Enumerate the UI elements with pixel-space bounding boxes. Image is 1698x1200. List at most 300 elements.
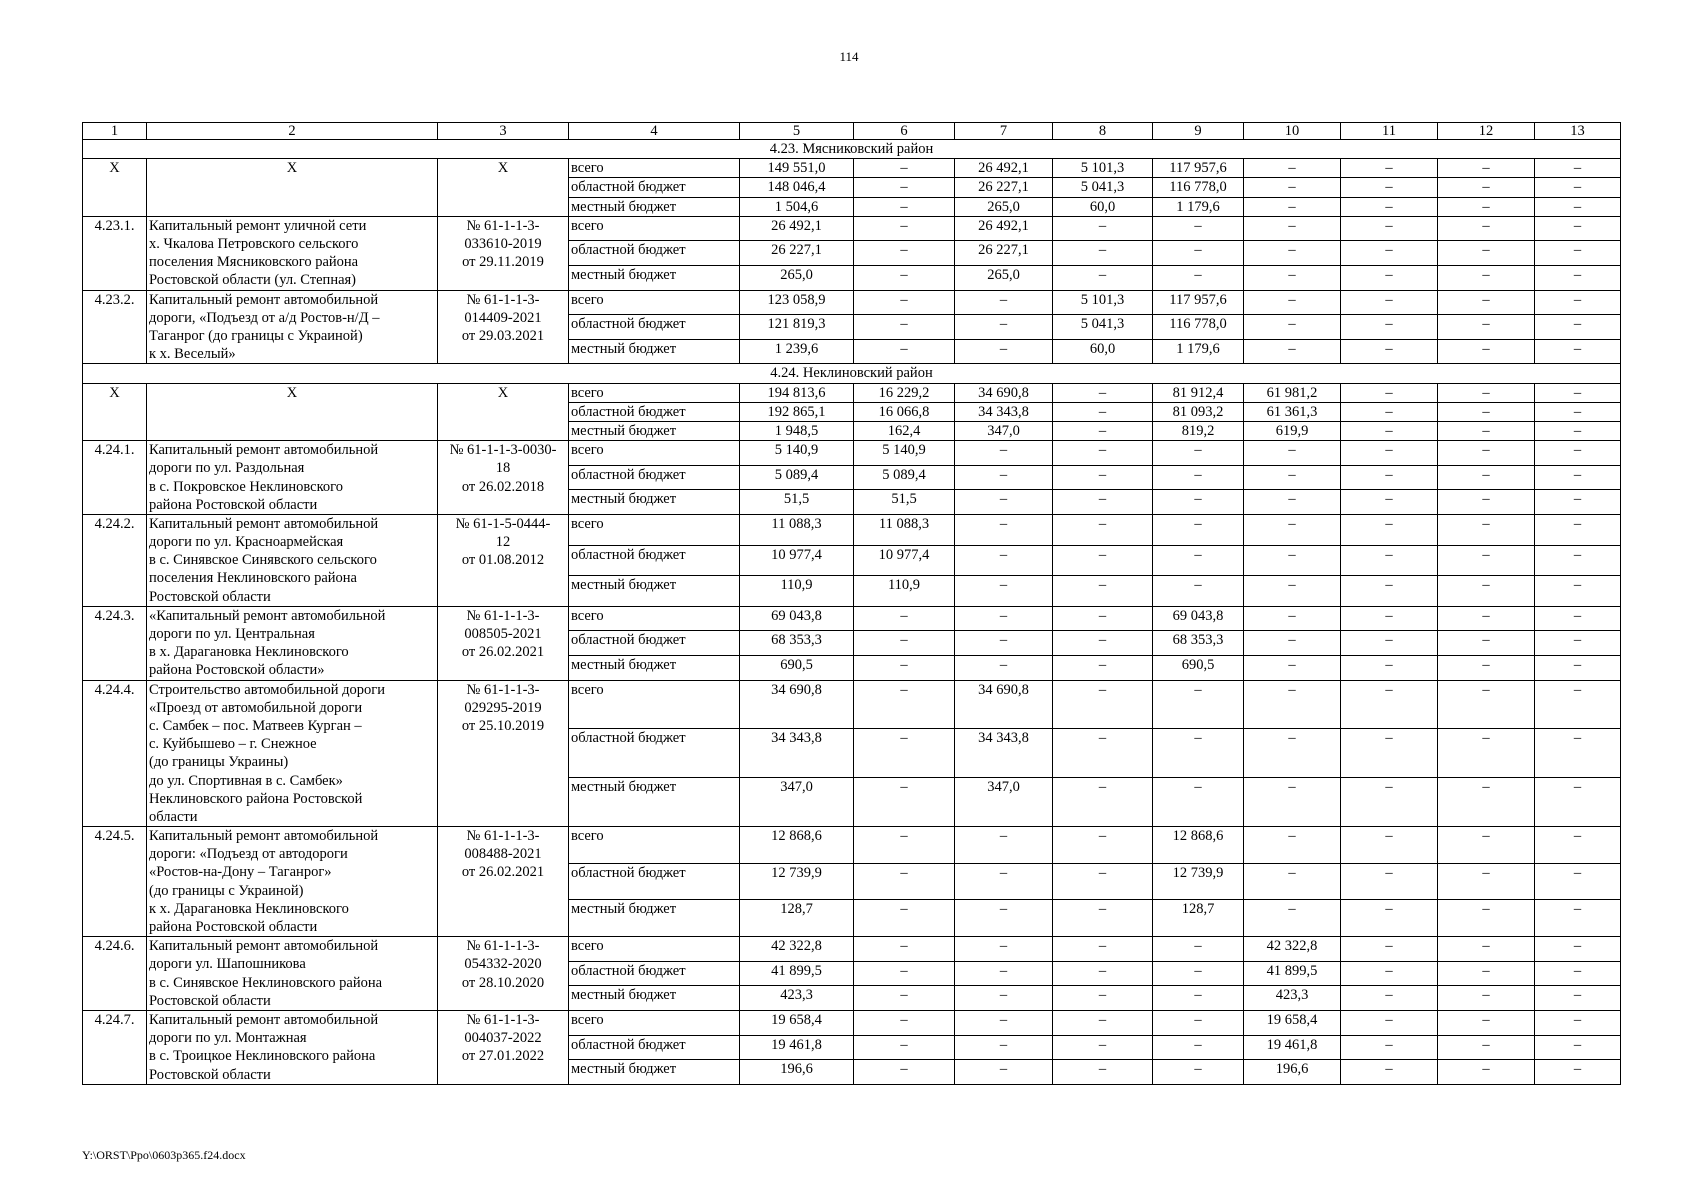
amount-cell: 123 058,9 [740, 290, 854, 315]
item-name-line: района Ростовской области [149, 496, 318, 513]
amount-cell: – [1053, 655, 1153, 680]
document-line: № 61-1-1-3- [466, 938, 540, 955]
item-name-line: области [149, 808, 198, 825]
funding-source: местный бюджет [569, 576, 740, 607]
funding-source: всего [569, 290, 740, 315]
amount-cell: – [1438, 490, 1535, 515]
amount-cell: – [1053, 900, 1153, 937]
amount-cell: – [1341, 402, 1438, 421]
funding-source: областной бюджет [569, 465, 740, 490]
amount-cell: – [1535, 1060, 1621, 1085]
amount-cell: – [854, 937, 955, 962]
document-line: от 26.02.2018 [461, 478, 545, 495]
funding-source: местный бюджет [569, 655, 740, 680]
amount-cell: – [955, 290, 1053, 315]
amount-cell: 12 868,6 [1153, 827, 1244, 864]
item-name-line: Капитальный ремонт автомобильной [149, 1011, 379, 1028]
amount-cell: – [1341, 216, 1438, 241]
funding-source: областной бюджет [569, 545, 740, 576]
amount-cell: – [1535, 339, 1621, 364]
document-line: № 61-1-1-3- [466, 681, 540, 698]
item-name-line: Капитальный ремонт автомобильной [149, 442, 379, 459]
funding-source: местный бюджет [569, 490, 740, 515]
amount-cell: – [955, 863, 1053, 900]
amount-cell: – [854, 961, 955, 986]
amount-cell: – [955, 1060, 1053, 1085]
amount-cell: – [1535, 514, 1621, 545]
table-row [83, 1010, 1621, 1035]
amount-cell: – [1053, 265, 1153, 290]
document-line: от 01.08.2012 [461, 552, 545, 569]
column-header: 5 [740, 123, 854, 140]
amount-cell: – [1535, 631, 1621, 656]
amount-cell: 34 343,8 [740, 729, 854, 778]
item-name-line: Строительство автомобильной дороги [149, 681, 385, 698]
file-path-footer: Y:\ORST\Ppo\0603p365.f24.docx [82, 1148, 246, 1162]
amount-cell: 26 227,1 [740, 241, 854, 266]
amount-cell: 819,2 [1153, 421, 1244, 440]
amount-cell: – [854, 315, 955, 340]
amount-cell: – [1244, 545, 1341, 576]
column-header: 6 [854, 123, 955, 140]
amount-cell: 196,6 [740, 1060, 854, 1085]
amount-cell: – [854, 1060, 955, 1085]
item-name-line: поселения Неклиновского района [149, 570, 357, 587]
item-name-line: Капитальный ремонт автомобильной [149, 515, 379, 532]
amount-cell: – [1053, 514, 1153, 545]
amount-cell: 1 179,6 [1153, 339, 1244, 364]
item-name-line: дороги по ул. Раздольная [149, 460, 305, 477]
item-name-line: дороги: «Подъезд от автодороги [149, 846, 348, 863]
amount-cell: 347,0 [740, 778, 854, 827]
funding-source: местный бюджет [569, 900, 740, 937]
document-line: № 61-1-1-3- [466, 1011, 540, 1028]
item-name-line: Неклиновского района Ростовской [149, 790, 363, 807]
amount-cell: – [1535, 1035, 1621, 1060]
amount-cell: 26 492,1 [955, 216, 1053, 241]
column-header: 4 [569, 123, 740, 140]
amount-cell: – [1053, 421, 1153, 440]
item-name-line: (до границы с Украиной) [149, 882, 304, 899]
amount-cell: – [1153, 961, 1244, 986]
item-name-line: дороги по ул. Монтажная [149, 1030, 307, 1047]
amount-cell: – [1341, 986, 1438, 1011]
amount-cell: – [1535, 241, 1621, 266]
amount-cell: 265,0 [955, 197, 1053, 216]
amount-cell: – [955, 441, 1053, 466]
amount-cell: – [1438, 827, 1535, 864]
amount-cell: – [1053, 465, 1153, 490]
amount-cell: – [1535, 265, 1621, 290]
amount-cell: – [1153, 1035, 1244, 1060]
amount-cell: – [1535, 1010, 1621, 1035]
item-name-line: (до границы Украины) [149, 754, 289, 771]
amount-cell: – [1535, 729, 1621, 778]
budget-table [82, 122, 1621, 1085]
amount-cell: – [955, 606, 1053, 631]
item-name-line: Капитальный ремонт автомобильной [149, 828, 379, 845]
amount-cell: – [955, 465, 1053, 490]
amount-cell: – [1244, 863, 1341, 900]
amount-cell: – [1438, 1035, 1535, 1060]
amount-cell: – [955, 961, 1053, 986]
document-line: № 61-1-1-3-0030- [449, 442, 557, 459]
item-name-line: к х. Веселый» [149, 346, 236, 363]
amount-cell: – [1438, 290, 1535, 315]
amount-cell: – [955, 655, 1053, 680]
amount-cell: – [854, 827, 955, 864]
amount-cell: 51,5 [854, 490, 955, 515]
amount-cell: – [854, 863, 955, 900]
amount-cell: – [1438, 178, 1535, 197]
amount-cell: 41 899,5 [740, 961, 854, 986]
amount-cell: – [1153, 576, 1244, 607]
item-name [147, 290, 438, 364]
amount-cell: – [1535, 655, 1621, 680]
amount-cell: – [1053, 441, 1153, 466]
amount-cell: – [1438, 863, 1535, 900]
amount-cell: – [955, 339, 1053, 364]
amount-cell: – [1244, 290, 1341, 315]
funding-source: областной бюджет [569, 178, 740, 197]
total-row [83, 383, 1621, 402]
amount-cell: 423,3 [1244, 986, 1341, 1011]
document-line: от 26.02.2021 [461, 644, 545, 661]
amount-cell: – [1535, 961, 1621, 986]
amount-cell: – [955, 514, 1053, 545]
section-title: 4.24. Неклиновский район [83, 364, 1621, 383]
amount-cell: – [1535, 576, 1621, 607]
amount-cell: – [955, 315, 1053, 340]
amount-cell: – [1535, 383, 1621, 402]
amount-cell: – [1153, 265, 1244, 290]
amount-cell: – [1535, 216, 1621, 241]
funding-source: областной бюджет [569, 402, 740, 421]
amount-cell: 116 778,0 [1153, 178, 1244, 197]
item-name-line: в с. Синявское Синявского сельского [149, 552, 377, 569]
column-header: 3 [438, 123, 569, 140]
amount-cell: – [1244, 631, 1341, 656]
amount-cell: – [1341, 383, 1438, 402]
amount-cell: – [1438, 986, 1535, 1011]
amount-cell: – [1438, 576, 1535, 607]
funding-source: областной бюджет [569, 631, 740, 656]
amount-cell: – [1438, 545, 1535, 576]
amount-cell: 1 179,6 [1153, 197, 1244, 216]
amount-cell: 68 353,3 [1153, 631, 1244, 656]
amount-cell: – [1535, 680, 1621, 729]
item-name-line: Ростовской области [149, 1066, 271, 1083]
amount-cell: – [1153, 1060, 1244, 1085]
amount-cell: 1 239,6 [740, 339, 854, 364]
amount-cell: 5 041,3 [1053, 315, 1153, 340]
item-name-line: района Ростовской области [149, 919, 318, 935]
amount-cell: – [1341, 315, 1438, 340]
amount-cell: – [1341, 863, 1438, 900]
amount-cell: – [1535, 197, 1621, 216]
amount-cell: – [1341, 545, 1438, 576]
amount-cell: – [1053, 402, 1153, 421]
item-number: 4.24.1. [83, 441, 147, 515]
amount-cell: – [1535, 986, 1621, 1011]
document-line: № 61-1-5-0444- [455, 515, 551, 532]
funding-source: областной бюджет [569, 241, 740, 266]
amount-cell: – [1535, 402, 1621, 421]
amount-cell: 148 046,4 [740, 178, 854, 197]
amount-cell: – [955, 1010, 1053, 1035]
funding-source: всего [569, 216, 740, 241]
amount-cell: – [1153, 729, 1244, 778]
amount-cell: 11 088,3 [854, 514, 955, 545]
amount-cell: 61 361,3 [1244, 402, 1341, 421]
item-document [438, 937, 569, 1011]
item-name-line: Таганрог (до границы с Украиной) [149, 327, 363, 344]
item-number: 4.24.4. [83, 680, 147, 827]
item-document [438, 290, 569, 364]
item-name [147, 606, 438, 680]
amount-cell: – [1438, 402, 1535, 421]
funding-source: всего [569, 383, 740, 402]
item-name-line: Ростовской области [149, 992, 271, 1009]
funding-source: местный бюджет [569, 1060, 740, 1085]
document-line: № 61-1-1-3- [466, 607, 540, 624]
amount-cell: – [1438, 465, 1535, 490]
item-name-line: поселения Мясниковского района [149, 254, 359, 271]
amount-cell: – [1535, 421, 1621, 440]
amount-cell: – [1244, 655, 1341, 680]
item-name-line: дороги по ул. Центральная [149, 626, 315, 642]
section-header-row [83, 364, 1621, 383]
amount-cell: – [955, 631, 1053, 656]
item-name-line: в с. Троицкое Неклиновского района [149, 1048, 376, 1065]
item-name-line: дороги ул. Шапошникова [149, 956, 306, 973]
amount-cell: – [854, 265, 955, 290]
column-header: 1 [83, 123, 147, 140]
amount-cell: – [1153, 680, 1244, 729]
amount-cell: 10 977,4 [854, 545, 955, 576]
amount-cell: – [1535, 178, 1621, 197]
amount-cell: – [1153, 778, 1244, 827]
amount-cell: – [1053, 827, 1153, 864]
amount-cell: – [1153, 937, 1244, 962]
column-header: 2 [147, 123, 438, 140]
amount-cell: 34 343,8 [955, 729, 1053, 778]
amount-cell: – [1341, 576, 1438, 607]
amount-cell: 265,0 [955, 265, 1053, 290]
amount-cell: 1 504,6 [740, 197, 854, 216]
funding-source: всего [569, 1010, 740, 1035]
amount-cell: 42 322,8 [740, 937, 854, 962]
amount-cell: – [1438, 655, 1535, 680]
item-name-line: «Капитальный ремонт автомобильной [149, 607, 386, 624]
amount-cell: 5 140,9 [854, 441, 955, 466]
amount-cell: – [1244, 339, 1341, 364]
funding-source: местный бюджет [569, 339, 740, 364]
amount-cell: – [1438, 1010, 1535, 1035]
column-header: 9 [1153, 123, 1244, 140]
column-header: 11 [1341, 123, 1438, 140]
amount-cell: – [1244, 729, 1341, 778]
amount-cell: – [1535, 606, 1621, 631]
amount-cell: – [955, 937, 1053, 962]
document-line: от 28.10.2020 [461, 974, 545, 991]
item-number: Х [83, 383, 147, 441]
item-document [438, 216, 569, 290]
item-document [438, 514, 569, 606]
amount-cell: – [1535, 290, 1621, 315]
amount-cell: – [854, 1035, 955, 1060]
item-name-line: х. Чкалова Петровского сельского [149, 236, 359, 252]
amount-cell: – [1341, 159, 1438, 178]
amount-cell: 26 227,1 [955, 178, 1053, 197]
amount-cell: – [1341, 680, 1438, 729]
amount-cell: – [1053, 1035, 1153, 1060]
funding-source: всего [569, 937, 740, 962]
amount-cell: – [1535, 778, 1621, 827]
amount-cell: – [1341, 729, 1438, 778]
amount-cell: 619,9 [1244, 421, 1341, 440]
amount-cell: – [1535, 159, 1621, 178]
amount-cell: 19 461,8 [740, 1035, 854, 1060]
amount-cell: 5 089,4 [854, 465, 955, 490]
table-row [83, 827, 1621, 864]
amount-cell: – [1244, 778, 1341, 827]
amount-cell: – [1438, 1060, 1535, 1085]
amount-cell: – [1053, 937, 1153, 962]
amount-cell: – [1244, 197, 1341, 216]
funding-source: областной бюджет [569, 729, 740, 778]
amount-cell: – [1341, 514, 1438, 545]
table-body [83, 140, 1621, 1085]
amount-cell: – [1341, 655, 1438, 680]
item-number: 4.23.1. [83, 216, 147, 290]
item-name-line: «Проезд от автомобильной дороги [149, 699, 363, 716]
amount-cell: – [955, 900, 1053, 937]
amount-cell: 5 089,4 [740, 465, 854, 490]
funding-source: областной бюджет [569, 1035, 740, 1060]
amount-cell: – [1244, 265, 1341, 290]
funding-source: всего [569, 441, 740, 466]
item-name-line: дороги, «Подъезд от а/д Ростов-н/Д – [149, 309, 380, 326]
amount-cell: 42 322,8 [1244, 937, 1341, 962]
column-header: 10 [1244, 123, 1341, 140]
amount-cell: – [1341, 197, 1438, 216]
document-line: от 25.10.2019 [461, 717, 545, 734]
amount-cell: – [1244, 216, 1341, 241]
amount-cell: – [854, 680, 955, 729]
amount-cell: – [1535, 863, 1621, 900]
funding-source: областной бюджет [569, 315, 740, 340]
amount-cell: – [1438, 241, 1535, 266]
amount-cell: 1 948,5 [740, 421, 854, 440]
amount-cell: – [1438, 514, 1535, 545]
amount-cell: – [1244, 606, 1341, 631]
amount-cell: – [1153, 986, 1244, 1011]
amount-cell: – [854, 778, 955, 827]
document-line: 014409-2021 [464, 309, 542, 326]
amount-cell: – [1438, 421, 1535, 440]
page-number: 114 [839, 49, 859, 64]
amount-cell: – [1244, 465, 1341, 490]
amount-cell: 116 778,0 [1153, 315, 1244, 340]
amount-cell: – [1341, 900, 1438, 937]
amount-cell: – [1244, 900, 1341, 937]
funding-source: областной бюджет [569, 961, 740, 986]
amount-cell: – [1153, 514, 1244, 545]
amount-cell: 194 813,6 [740, 383, 854, 402]
document-line: 12 [495, 534, 511, 551]
amount-cell: – [1438, 216, 1535, 241]
document-line: 008488-2021 [464, 846, 542, 863]
item-document [438, 441, 569, 515]
amount-cell: – [1341, 421, 1438, 440]
amount-cell: 26 227,1 [955, 241, 1053, 266]
amount-cell: 128,7 [740, 900, 854, 937]
item-number: 4.24.3. [83, 606, 147, 680]
amount-cell: 196,6 [1244, 1060, 1341, 1085]
amount-cell: 192 865,1 [740, 402, 854, 421]
amount-cell: 69 043,8 [740, 606, 854, 631]
item-document: Х [438, 383, 569, 441]
document-line: 029295-2019 [464, 699, 542, 716]
amount-cell: – [1153, 241, 1244, 266]
amount-cell: – [854, 339, 955, 364]
amount-cell: 26 492,1 [740, 216, 854, 241]
amount-cell: 117 957,6 [1153, 290, 1244, 315]
amount-cell: – [1153, 216, 1244, 241]
amount-cell: 117 957,6 [1153, 159, 1244, 178]
funding-source: местный бюджет [569, 421, 740, 440]
item-name-line: с. Куйбышево – г. Снежное [149, 736, 317, 753]
amount-cell: – [1438, 900, 1535, 937]
amount-cell: – [1244, 159, 1341, 178]
amount-cell: – [854, 197, 955, 216]
amount-cell: – [1438, 339, 1535, 364]
amount-cell: – [1438, 680, 1535, 729]
amount-cell: – [1244, 827, 1341, 864]
item-name-line: Ростовской области (ул. Степная) [149, 272, 357, 289]
amount-cell: – [1053, 863, 1153, 900]
amount-cell: – [1438, 441, 1535, 466]
amount-cell: – [1153, 1010, 1244, 1035]
document-line: от 29.11.2019 [462, 254, 544, 271]
amount-cell: – [1341, 1035, 1438, 1060]
amount-cell: – [1341, 778, 1438, 827]
amount-cell: 34 690,8 [740, 680, 854, 729]
amount-cell: – [1341, 827, 1438, 864]
column-number-row [83, 123, 1621, 140]
amount-cell: 110,9 [854, 576, 955, 607]
amount-cell: 347,0 [955, 421, 1053, 440]
item-name [147, 680, 438, 827]
amount-cell: – [955, 827, 1053, 864]
amount-cell: – [1244, 241, 1341, 266]
item-name-line: Капитальный ремонт уличной сети [149, 217, 367, 234]
amount-cell: – [854, 178, 955, 197]
amount-cell: 110,9 [740, 576, 854, 607]
amount-cell: 41 899,5 [1244, 961, 1341, 986]
item-document [438, 680, 569, 827]
amount-cell: 81 093,2 [1153, 402, 1244, 421]
item-document [438, 1010, 569, 1084]
funding-source: всего [569, 514, 740, 545]
amount-cell: – [1244, 441, 1341, 466]
section-title: 4.23. Мясниковский район [83, 140, 1621, 159]
amount-cell: – [1535, 827, 1621, 864]
column-header: 12 [1438, 123, 1535, 140]
amount-cell: – [1535, 465, 1621, 490]
amount-cell: 121 819,3 [740, 315, 854, 340]
